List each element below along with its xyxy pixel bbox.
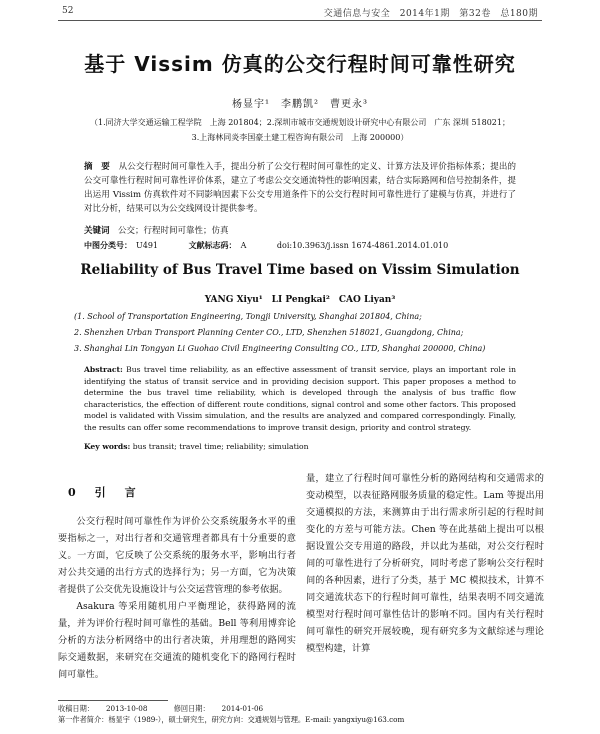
english-abstract: [84, 364, 516, 434]
header-rule: [58, 20, 542, 21]
chinese-abstract-label: 摘 要: [84, 162, 110, 172]
chinese-abstract: [84, 160, 516, 216]
english-keywords: [84, 441, 516, 453]
running-header: [0, 6, 600, 20]
revised-value: 2014-01-06: [221, 704, 264, 713]
doc-label: 文献标志码：: [188, 240, 237, 250]
body-paragraph: 量，建立了行程时间可靠性分析的路网结构和交通需求的变动模型，以表征路网服务质量的稳定性。Lam 等提出用交通模拟的方法，来测算由于出行需求所引起的行程时间变化的方差与可能方法。Chen 等在此基础上提出可以根据设置公交专用道的路段，并以此为基础，对公交行程时间的可靠性进行了分析研究，同时考虑了影响公交行程时间的各种因素，进行了分类，基于 MC 模拟技术，计算不同交通流状态下的行程时间可靠性，结果表明不同交通流模型对行程时间可靠性估计的影响不同。国内有关行程时间可靠性的研究开展较晚，现有研究多为文献综述与理论模型构建，计算: [306, 473, 544, 654]
english-title: Reliability of Bus Travel Time based on Vissim Simulation: [80, 262, 520, 278]
footnote-rule: [58, 700, 168, 701]
received-label: 收稿日期：: [58, 704, 94, 713]
class-value: U491: [136, 241, 159, 250]
english-affiliation-3: 3. Shanghai Lin Tongyan Li Guohao Civil Engineering Consulting CO., LTD, Shanghai 200000, China): [74, 344, 486, 353]
chinese-keywords-label: 关键词: [84, 226, 110, 236]
section-heading: 0 引 言: [68, 486, 140, 499]
chinese-title: 基于 Vissim 仿真的公交行程时间可靠性研究: [84, 52, 516, 76]
chinese-abstract-text: 从公交行程时间可靠性入手，提出分析了公交行程时间可靠性的定义、计算方法及评价指标体系；提出的公交可靠性行程时间可靠性评价体系，建立了考虑公交交通流特性的影响因素，结合实际路网和信号控制条件，提出运用 Vissim 仿真软件对不同影响因素下公交专用道条件下的公交行程时间可靠性进行了建模与仿真，并进行了对比分析，结果可以为公交线网设计提供参考。: [84, 162, 516, 214]
class-label: 中图分类号：: [84, 240, 132, 250]
doc-value: A: [240, 241, 247, 250]
english-abstract-text: Bus travel time reliability, as an effective assessment of transit service, plays an important role in identifying the status of transit service and in providing decision support. This paper proposes a method to determine the bus travel time reliability, which is developed through the analysis of bus traffic flow characteristics, the effection of different route conditions, signal control and some other factors. This proposed model is validated with Vissim simulation, and the results are analyzed and compared correspondingly. Finally, the results can offer some recommendations to improve transit design, priority and control strategy.: [84, 365, 516, 432]
body-paragraph: 公交行程时间可靠性作为评价公交系统服务水平的重要指标之一，对出行者和交通管理者都具有十分重要的意义。一方面，它反映了公交系统的服务水平，影响出行者对公共交通的出行方式的选择行为；另一方面，它为决策者提供了公交优先设施设计与公交运营管理的参考依据。: [58, 516, 296, 595]
revised-label: 修回日期：: [173, 704, 210, 713]
english-affiliation-2: 2. Shenzhen Urban Transport Planning Center CO., LTD, Shenzhen 518021, Guangdong, China;: [74, 328, 464, 337]
english-keywords-text: bus transit; travel time; reliability; simulation: [130, 442, 309, 451]
body-paragraph: Asakura 等采用随机用户平衡理论，获得路网的流量，并为评价行程时间可靠性的基础。Bell 等利用博弈论分析的方法分析网络中的出行者决策，并用理想的路网实际交通数据，来研究在交通流的随机变化下的路网行程时间可靠性。: [58, 601, 296, 680]
page-number: 52: [62, 6, 74, 16]
footnote-author: 第一作者简介：杨显宇（1989-），硕士研究生，研究方向：交通规划与管理。E-mail: yangxiyu@163.com: [58, 715, 405, 724]
english-abstract-label: Abstract:: [84, 365, 123, 374]
received-value: 2013-10-08: [105, 704, 148, 713]
footnote-dates: [58, 704, 287, 714]
body-column-right: [306, 470, 544, 657]
chinese-keywords: [84, 224, 516, 238]
chinese-authors: 杨显宇¹ 李鹏凯² 曹更永³: [231, 99, 369, 110]
english-authors: YANG Xiyu¹ LI Pengkai² CAO Liyan³: [204, 295, 396, 305]
body-column-left: [58, 470, 296, 683]
chinese-affiliation-2: 3.上海林同炎李国豪土建工程咨询有限公司 上海 200000）: [191, 133, 409, 142]
english-keywords-label: Key words:: [84, 442, 131, 451]
chinese-affiliation-1: （1.同济大学交通运输工程学院 上海 201804；2.深圳市城市交通规划设计研究中心有限公司 广东 深圳 518021；: [90, 118, 510, 127]
english-affiliation-1: (1. School of Transportation Engineering, Tongji University, Shanghai 201804, China;: [74, 312, 422, 321]
classification-line: [84, 238, 516, 253]
doi: doi:10.3963/j.issn 1674-4861.2014.01.010: [276, 241, 449, 250]
chinese-keywords-text: 公交；行程时间可靠性；仿真: [109, 226, 229, 236]
journal-info: 交通信息与安全 2014年1期 第32卷 总180期: [323, 9, 538, 19]
